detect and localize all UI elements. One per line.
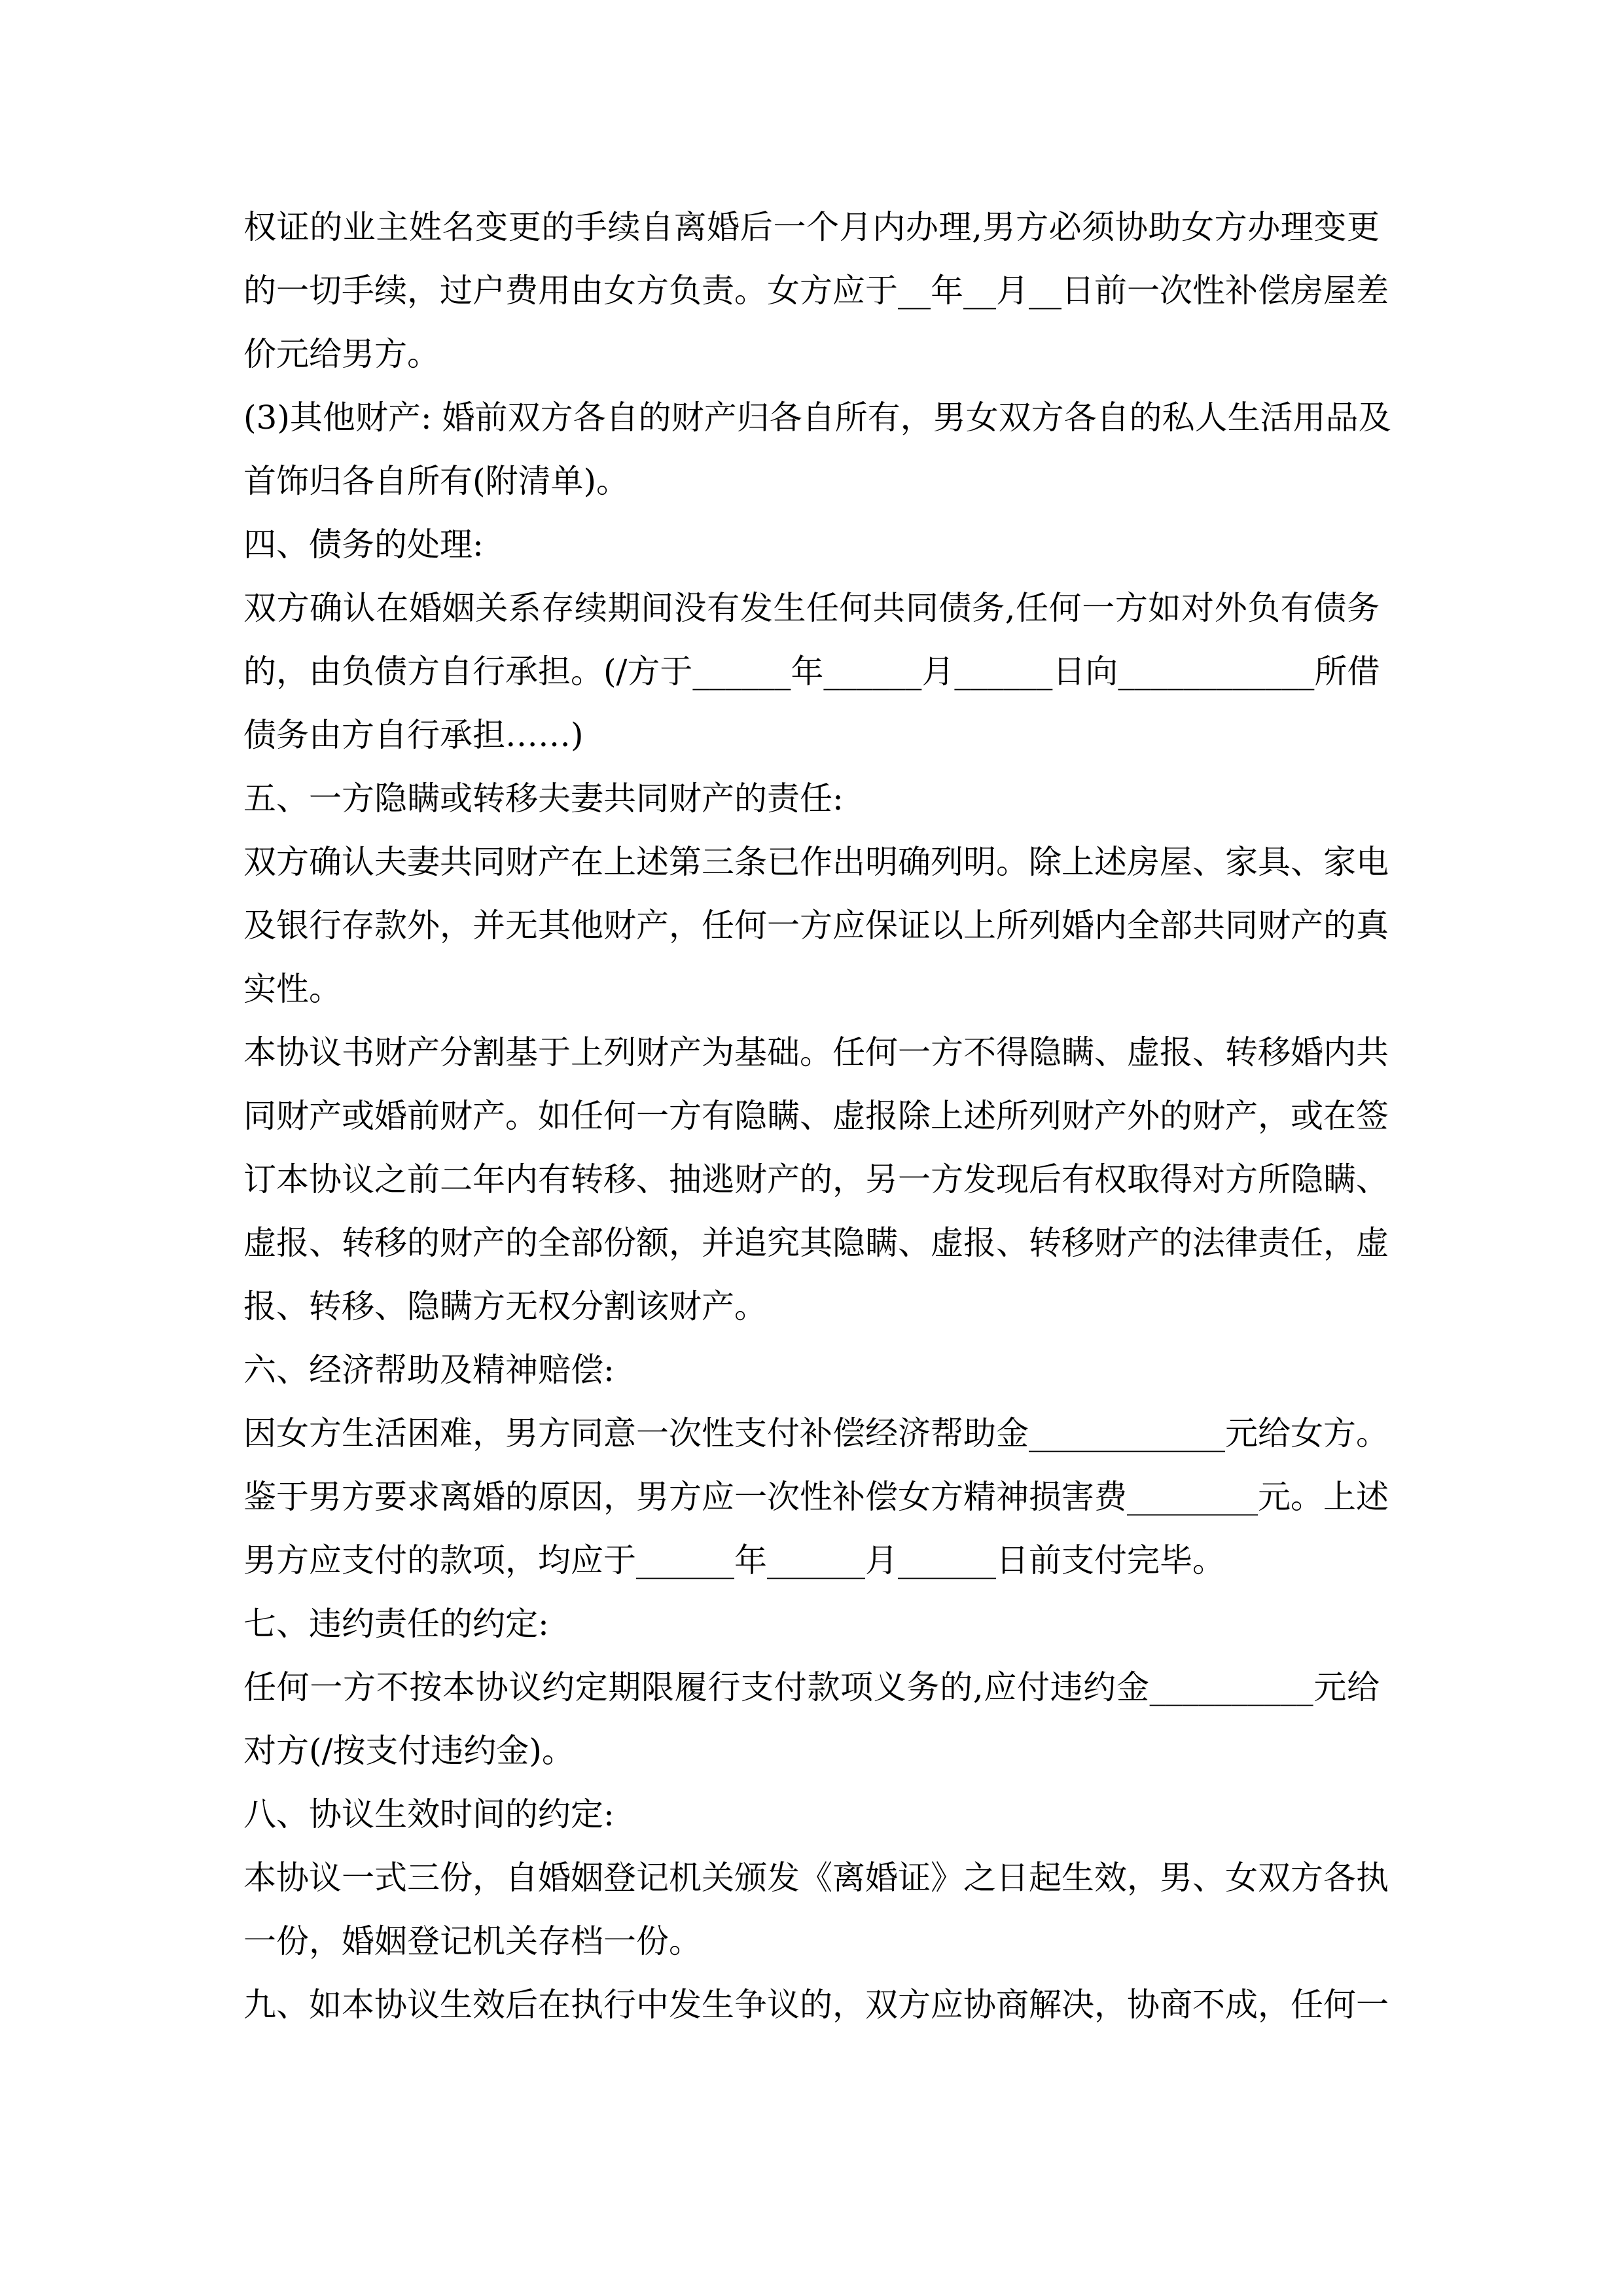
doc-line: 任何一方不按本协议约定期限履行支付款项义务的,应付违约金__________元给: [243, 1668, 1380, 1706]
doc-line: 价元给男方。: [243, 335, 440, 373]
doc-line: 报、转移、隐瞒方无权分割该财产。: [243, 1287, 767, 1325]
doc-line: 一份，婚姻登记机关存档一份。: [243, 1922, 702, 1960]
doc-line: 的，由负债方自行承担。(/方于______年______月______日向____________所借: [243, 653, 1380, 691]
doc-line-section-heading: 八、协议生效时间的约定:: [243, 1795, 615, 1833]
doc-line: 的一切手续，过户费用由女方负责。女方应于__年__月__日前一次性补偿房屋差: [243, 272, 1389, 310]
doc-line: 订本协议之前二年内有转移、抽逃财产的，另一方发现后有权取得对方所隐瞒、: [243, 1160, 1389, 1198]
doc-line-section-heading: 六、经济帮助及精神赔偿:: [243, 1351, 615, 1389]
doc-line: 因女方生活困难，男方同意一次性支付补偿经济帮助金____________元给女方。: [243, 1414, 1389, 1452]
doc-line: 同财产或婚前财产。如任何一方有隐瞒、虚报除上述所列财产外的财产，或在签: [243, 1097, 1389, 1135]
doc-line: 虚报、转移的财产的全部份额，并追究其隐瞒、虚报、转移财产的法律责任，虚: [243, 1224, 1389, 1262]
doc-line: 本协议一式三份，自婚姻登记机关颁发《离婚证》之日起生效，男、女双方各执: [243, 1859, 1389, 1897]
doc-line: 权证的业主姓名变更的手续自离婚后一个月内办理,男方必须协助女方办理变更: [243, 208, 1380, 246]
doc-line-section-heading: 四、债务的处理:: [243, 526, 484, 564]
doc-line: 双方确认夫妻共同财产在上述第三条已作出明确列明。除上述房屋、家具、家电: [243, 843, 1389, 881]
doc-line: (3)其他财产: 婚前双方各自的财产归各自所有，男女双方各自的私人生活用品及: [243, 399, 1391, 437]
doc-line: 实性。: [243, 970, 342, 1008]
document-text-block: [243, 196, 1391, 2037]
doc-line-section-heading: 七、违约责任的约定:: [243, 1605, 549, 1643]
doc-line: 鉴于男方要求离婚的原因，男方应一次性补偿女方精神损害费________元。上述: [243, 1478, 1389, 1516]
doc-line: 及银行存款外，并无其他财产，任何一方应保证以上所列婚内全部共同财产的真: [243, 906, 1389, 944]
doc-line: 首饰归各自所有(附清单)。: [243, 462, 630, 500]
doc-line: 债务由方自行承担……): [243, 716, 584, 754]
doc-line-section-heading: 九、如本协议生效后在执行中发生争议的，双方应协商解决，协商不成，任何一: [243, 1986, 1389, 2024]
doc-line: 双方确认在婚姻关系存续期间没有发生任何共同债务,任何一方如对外负有债务: [243, 589, 1380, 627]
doc-line: 对方(/按支付违约金)。: [243, 1732, 575, 1770]
doc-line: 男方应支付的款项，均应于______年______月______日前支付完毕。: [243, 1541, 1225, 1579]
doc-line: 本协议书财产分割基于上列财产为基础。任何一方不得隐瞒、虚报、转移婚内共: [243, 1033, 1389, 1071]
doc-line-section-heading: 五、一方隐瞒或转移夫妻共同财产的责任:: [243, 780, 844, 817]
